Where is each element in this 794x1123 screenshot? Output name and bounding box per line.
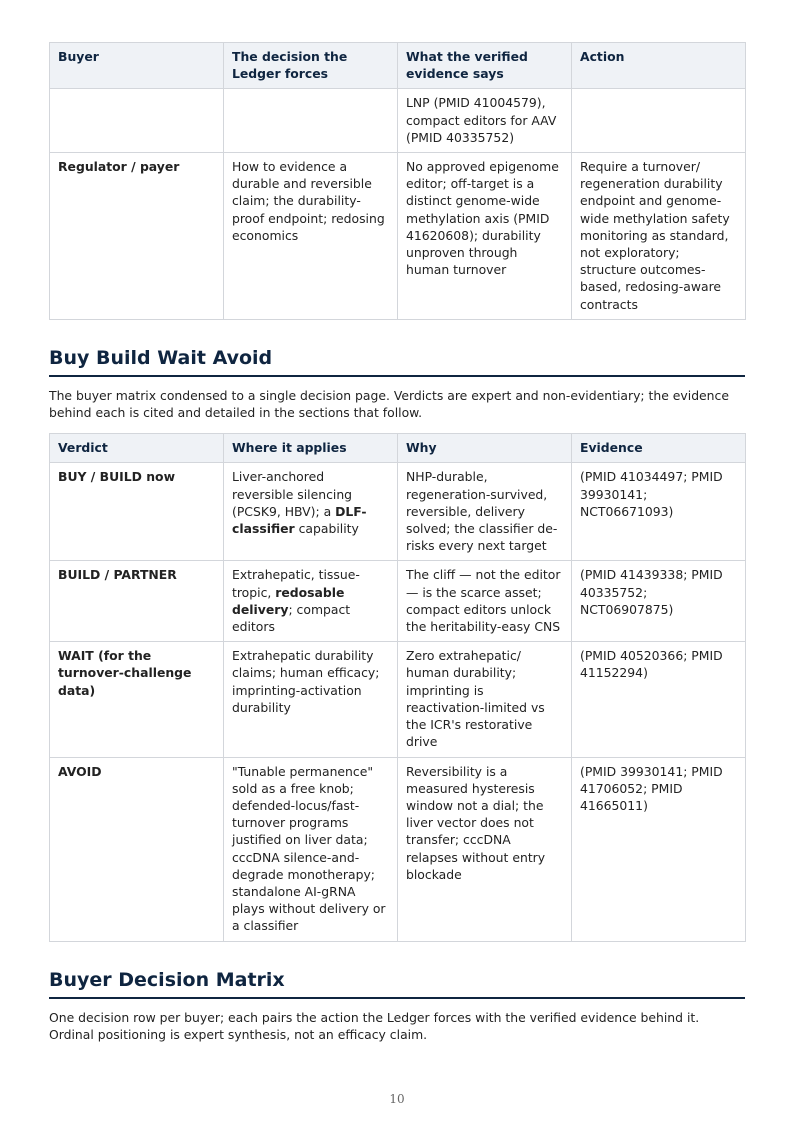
verdict-table bbox=[49, 433, 746, 941]
header-decision: The decision the Ledger forces bbox=[224, 43, 398, 89]
section-intro: One decision row per buyer; each pairs the action the Ledger forces with the verified evidence behind it. Ordinal positioning is expert synthesis, not an efficacy claim. bbox=[49, 1009, 700, 1042]
table-row bbox=[50, 89, 746, 153]
page-content bbox=[49, 42, 745, 1043]
where-text: capability bbox=[294, 521, 359, 537]
verdict-cell: WAIT (for the turnover-challenge data) bbox=[50, 642, 224, 757]
where-text: Liver-anchored reversible silencing (PCSK9, HBV); a bbox=[232, 469, 353, 519]
header-why: Why bbox=[398, 434, 572, 463]
table-row bbox=[50, 561, 746, 642]
header-evidence: What the verified evidence says bbox=[398, 43, 572, 89]
why-cell: The cliff — not the editor — is the scarce asset; compact editors unlock the heritability-easy CNS bbox=[398, 561, 572, 642]
table-row bbox=[50, 642, 746, 757]
table-row bbox=[50, 153, 746, 320]
evidence-cell: No approved epigenome editor; off-target is a distinct genome-wide methylation axis (PMID 41620608); durability unproven through human turnover bbox=[398, 153, 572, 320]
verdict-cell: BUILD / PARTNER bbox=[50, 561, 224, 642]
section-heading-buyer-decision-matrix: Buyer Decision Matrix bbox=[49, 968, 745, 999]
table-header-row bbox=[50, 434, 746, 463]
where-bold-text: DLF-classifier bbox=[232, 503, 367, 537]
why-cell: Zero extrahepatic/ human durability; imprinting is reactivation-limited vs the ICR's restorative drive bbox=[398, 642, 572, 757]
section-intro: The buyer matrix condensed to a single decision page. Verdicts are expert and non-evidentiary; the evidence behind each is cited and detailed in the sections that follow. bbox=[49, 387, 729, 421]
why-cell: NHP-durable, regeneration-survived, reversible, delivery solved; the classifier de-risks every next target bbox=[398, 463, 572, 561]
where-cell bbox=[224, 561, 398, 642]
header-buyer: Buyer bbox=[50, 43, 224, 89]
evidence-cell: (PMID 41034497; PMID 39930141; NCT06671093) bbox=[572, 463, 746, 561]
header-evidence: Evidence bbox=[572, 434, 746, 463]
buyer-continuation-table bbox=[49, 42, 746, 320]
decision-cell bbox=[224, 89, 398, 153]
why-cell: Reversibility is a measured hysteresis window not a dial; the liver vector does not transfer; cccDNA relapses without entry blockade bbox=[398, 757, 572, 941]
where-cell: Extrahepatic durability claims; human efficacy; imprinting-activation durability bbox=[224, 642, 398, 757]
verdict-cell: BUY / BUILD now bbox=[50, 463, 224, 561]
section-heading-buy-build-wait-avoid: Buy Build Wait Avoid bbox=[49, 346, 745, 377]
where-text: ; compact editors bbox=[232, 601, 351, 635]
action-cell: Require a turnover/ regeneration durability endpoint and genome-wide methylation safety monitoring as standard, not exploratory; structure outcomes-based, redosing-aware contracts bbox=[572, 153, 746, 320]
header-where: Where it applies bbox=[224, 434, 398, 463]
buyer-cell bbox=[50, 89, 224, 153]
evidence-cell: (PMID 40520366; PMID 41152294) bbox=[572, 642, 746, 757]
evidence-cell: (PMID 39930141; PMID 41706052; PMID 41665011) bbox=[572, 757, 746, 941]
where-text: Extrahepatic, tissue-tropic, bbox=[232, 567, 360, 600]
table-row bbox=[50, 463, 746, 561]
buyer-cell: Regulator / payer bbox=[50, 153, 224, 320]
page-number: 10 bbox=[389, 1092, 405, 1106]
where-bold-text: redosable delivery bbox=[232, 584, 345, 617]
evidence-cell: (PMID 41439338; PMID 40335752; NCT06907875) bbox=[572, 561, 746, 642]
header-verdict: Verdict bbox=[50, 434, 224, 463]
header-action: Action bbox=[572, 43, 746, 89]
table-header-row bbox=[50, 43, 746, 89]
where-cell: "Tunable permanence" sold as a free knob; defended-locus/fast-turnover programs justified on liver data; cccDNA silence-and-degrade monotherapy; standalone AI-gRNA plays without delivery or a classifier bbox=[224, 757, 398, 941]
decision-cell: How to evidence a durable and reversible claim; the durability-proof endpoint; redosing economics bbox=[224, 153, 398, 320]
action-cell bbox=[572, 89, 746, 153]
evidence-cell: LNP (PMID 41004579), compact editors for AAV (PMID 40335752) bbox=[398, 89, 572, 153]
verdict-cell: AVOID bbox=[50, 757, 224, 941]
where-cell bbox=[224, 463, 398, 561]
table-row bbox=[50, 757, 746, 941]
